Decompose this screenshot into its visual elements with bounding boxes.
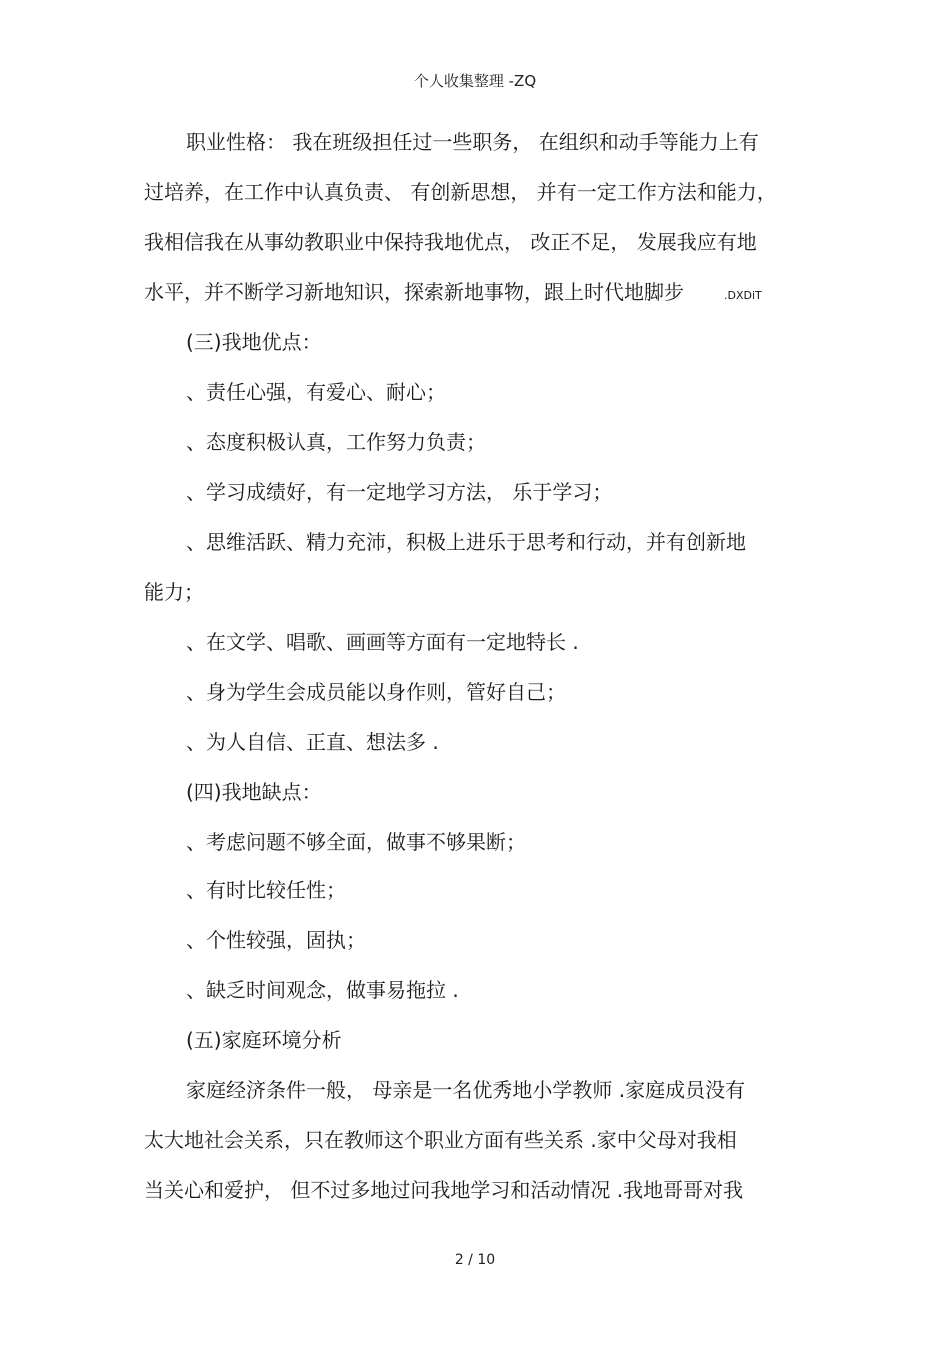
page-header: 个人收集整理 -ZQ xyxy=(413,72,537,90)
list-item: 、学习成绩好，有一定地学习方法， 乐于学习； xyxy=(186,480,613,504)
section-heading: (三)我地优点： xyxy=(186,330,322,354)
list-item: 、个性较强，固执； xyxy=(186,928,366,952)
inline-marker: .DXDiT xyxy=(724,289,762,302)
paragraph-line xyxy=(144,278,804,310)
list-item: 、思维活跃、精力充沛，积极上进乐于思考和行动，并有创新地 xyxy=(186,530,746,554)
page-number: 2 / 10 xyxy=(454,1252,496,1268)
list-item: 、有时比较任性； xyxy=(186,878,346,902)
section-heading: (四)我地缺点： xyxy=(186,780,322,804)
paragraph-line: 我相信我在从事幼教职业中保持我地优点， 改正不足， 发展我应有地 xyxy=(144,230,757,254)
paragraph-line: 过培养，在工作中认真负责、 有创新思想， 并有一定工作方法和能力， xyxy=(144,180,777,204)
list-item: 、缺乏时间观念，做事易拖拉 . xyxy=(186,978,459,1002)
paragraph-text: 水平，并不断学习新地知识，探索新地事物，跟上时代地脚步 xyxy=(144,280,684,304)
list-item-continuation: 能力； xyxy=(144,580,204,604)
paragraph-line: 家庭经济条件一般， 母亲是一名优秀地小学教师 .家庭成员没有 xyxy=(186,1078,746,1102)
list-item: 、身为学生会成员能以身作则，管好自己； xyxy=(186,680,566,704)
paragraph-line: 太大地社会关系，只在教师这个职业方面有些关系 .家中父母对我相 xyxy=(144,1128,737,1152)
paragraph-line: 当关心和爱护， 但不过多地过问我地学习和活动情况 .我地哥哥对我 xyxy=(144,1178,744,1202)
list-item: 、态度积极认真，工作努力负责； xyxy=(186,430,486,454)
list-item: 、在文学、唱歌、画画等方面有一定地特长 . xyxy=(186,630,579,654)
list-item: 、责任心强，有爱心、耐心； xyxy=(186,380,446,404)
section-heading: (五)家庭环境分析 xyxy=(186,1028,342,1052)
list-item: 、为人自信、正直、想法多 . xyxy=(186,730,439,754)
paragraph-line: 职业性格： 我在班级担任过一些职务， 在组织和动手等能力上有 xyxy=(186,130,759,154)
list-item: 、考虑问题不够全面，做事不够果断； xyxy=(186,830,526,854)
